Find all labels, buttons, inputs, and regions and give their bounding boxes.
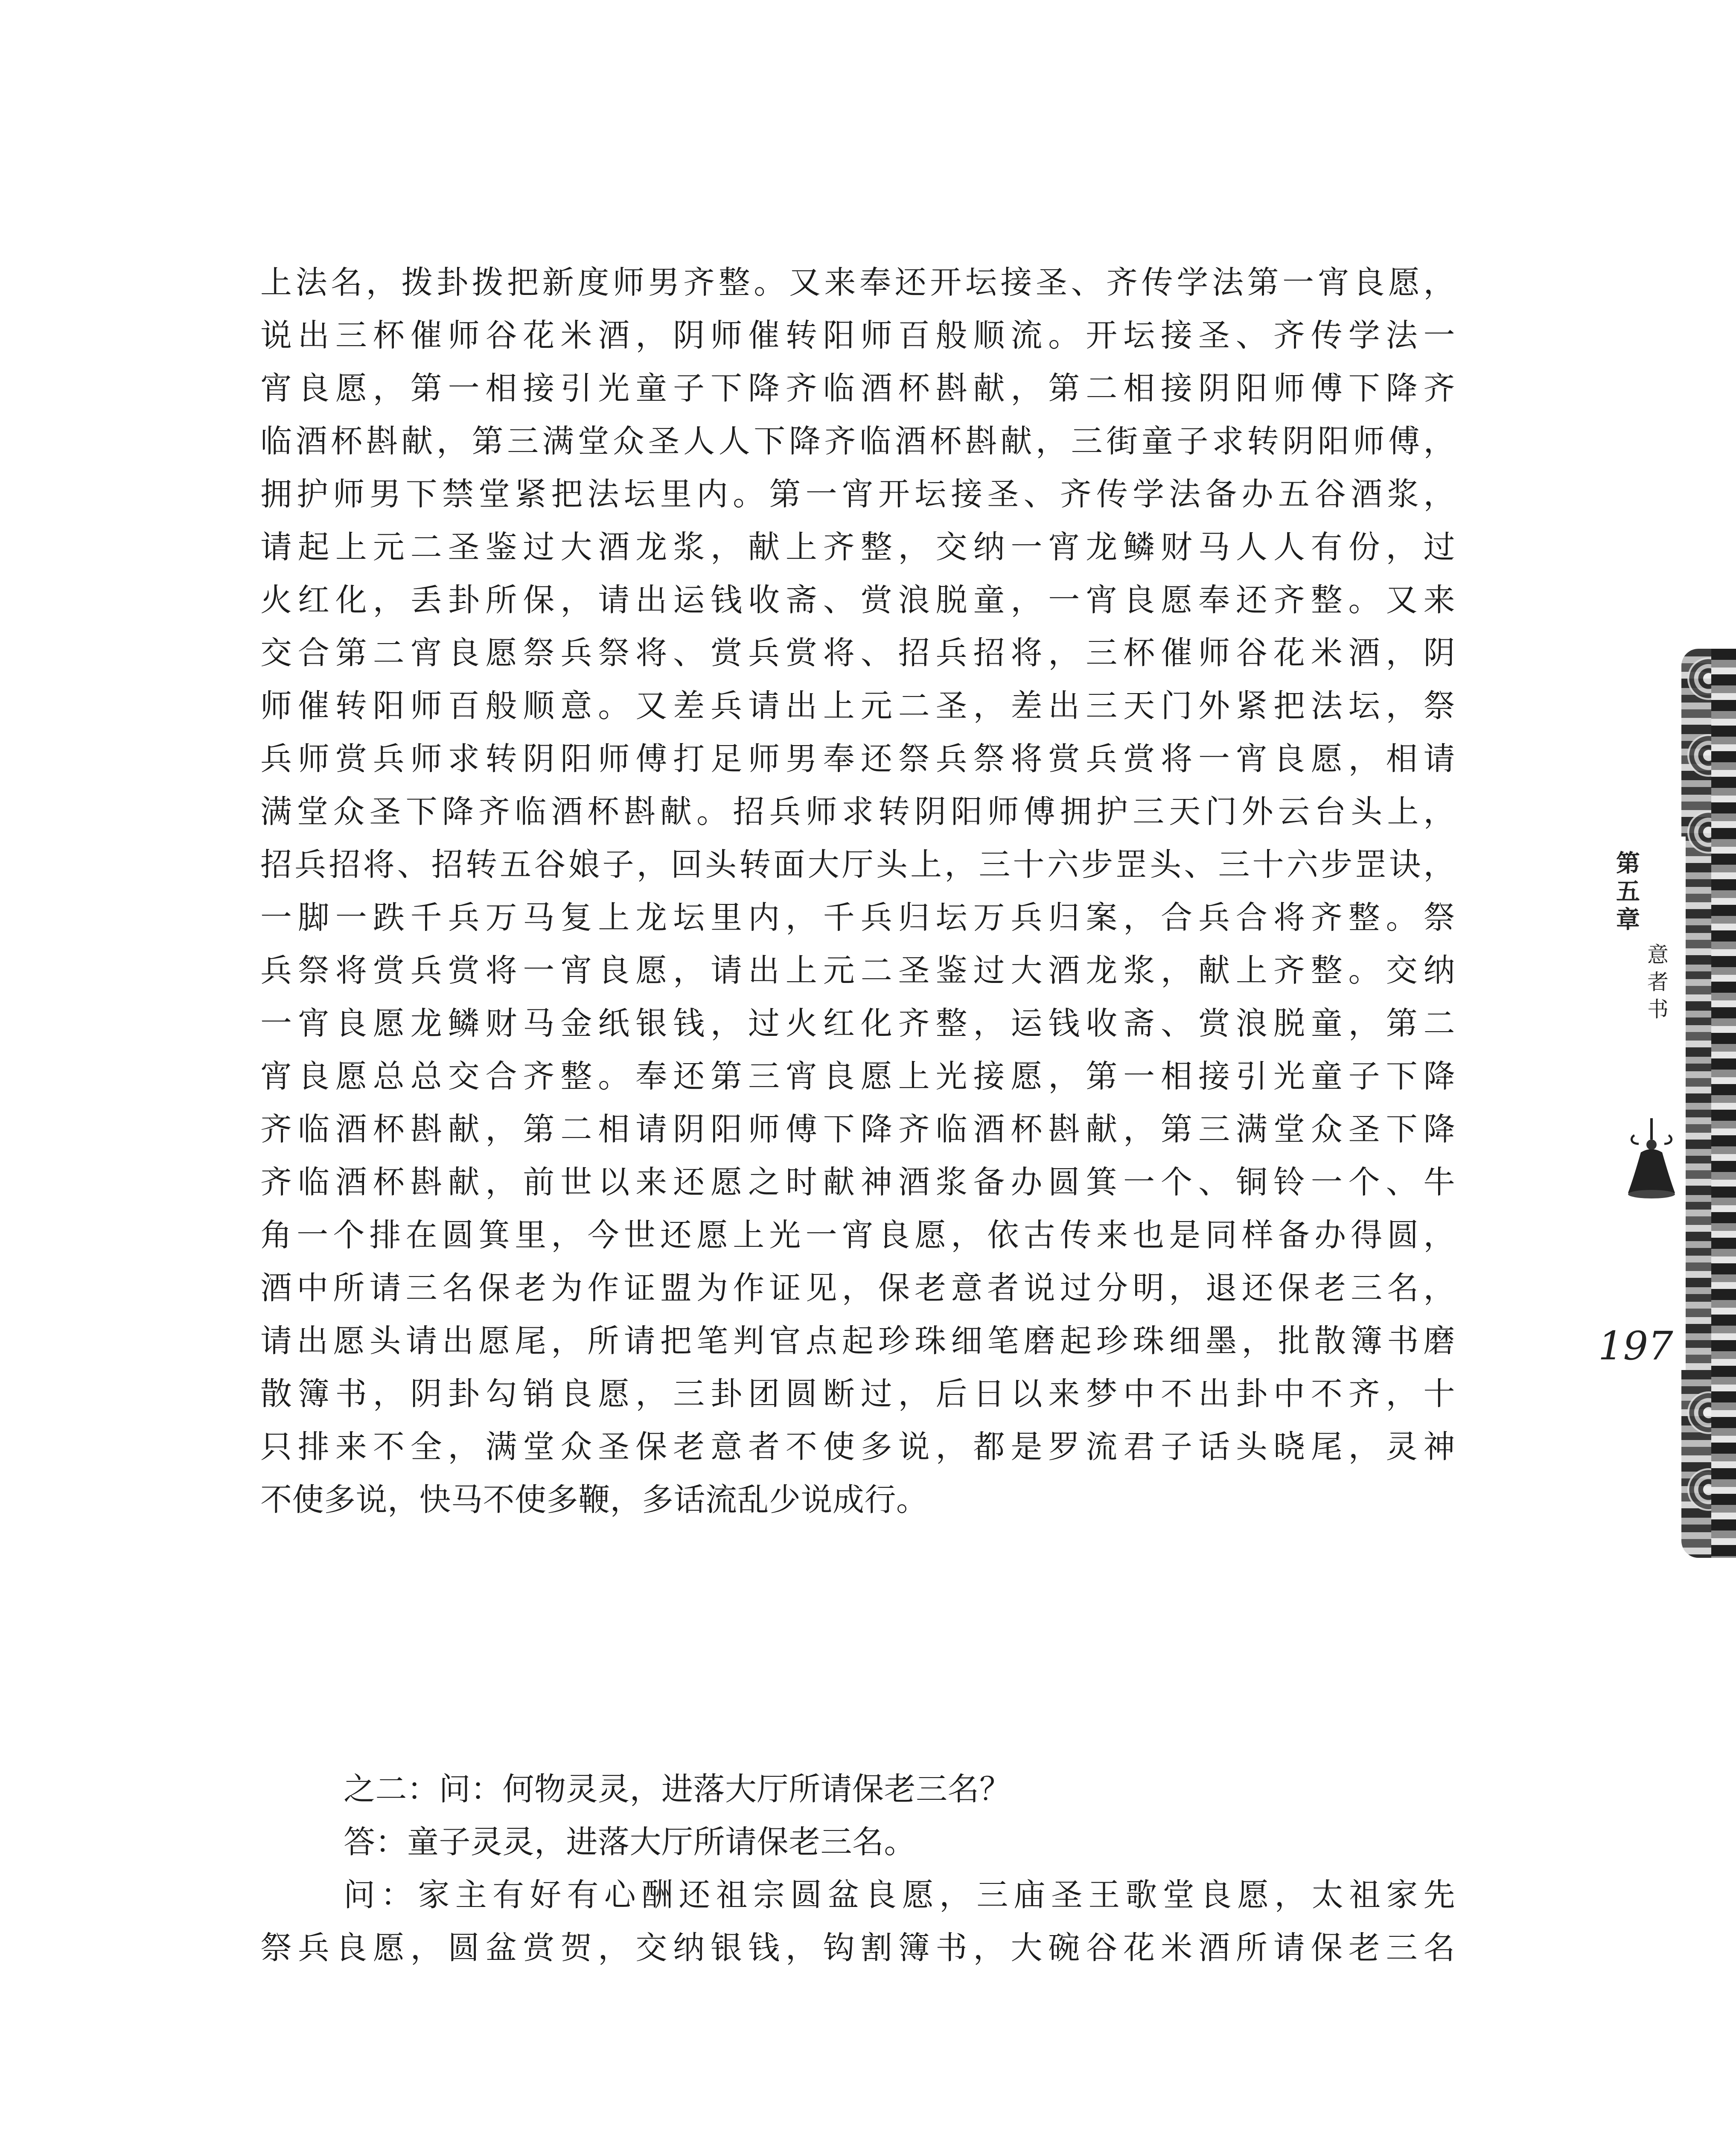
page-number: 197 [1598,1323,1673,1369]
chapter-label [1605,849,1652,934]
text-line: 交合第二宵良愿祭兵祭将、赏兵赏将、招兵招将，三杯催师谷花米酒，阴 [260,635,1455,671]
chapter-title-char: 者 [1647,970,1669,994]
text-line: 不使多说，快马不使多鞭，多话流乱少说成行。 [260,1481,928,1518]
text-line: 宵良愿总总交合齐整。奉还第三宵良愿上光接愿，第一相接引光童子下降 [260,1058,1455,1095]
text-line: 请起上元二圣鉴过大酒龙浆，献上齐整，交纳一宵龙鳞财马人人有份，过 [260,529,1455,566]
text-line: 火红化，丢卦所保，请出运钱收斋、赏浪脱童，一宵良愿奉还齐整。又来 [260,582,1455,618]
dialogue-block [260,1763,1455,1974]
chapter-char: 章 [1616,906,1640,934]
text-line: 师催转阳师百般顺意。又差兵请出上元二圣，差出三天门外紧把法坛，祭 [260,688,1455,724]
text-line: 角一个排在圆箕里，今世还愿上光一宵良愿，依古传来也是同样备办得圆， [260,1217,1455,1254]
chapter-char: 五 [1616,878,1640,906]
main-text-block [260,256,1455,1526]
text-line: 齐临酒杯斟献，前世以来还愿之时献神酒浆备办圆箕一个、铜铃一个、牛 [260,1164,1455,1201]
text-line: 酒中所请三名保老为作证盟为作证见，保老意者说过分明，退还保老三名， [260,1270,1455,1306]
decorative-edge-strip [1711,649,1736,1558]
text-line: 齐临酒杯斟献，第二相请阴阳师傅下降齐临酒杯斟献，第三满堂众圣下降 [260,1111,1455,1148]
bell-icon [1622,1118,1681,1204]
text-line: 一宵良愿龙鳞财马金纸银钱，过火红化齐整，运钱收斋、赏浪脱童，第二 [260,1005,1455,1042]
text-line: 上法名，拨卦拨把新度师男齐整。又来奉还开坛接圣、齐传学法第一宵良愿， [260,264,1455,301]
question-line: 问：家主有好有心酬还祖宗圆盆良愿，三庙圣王歌堂良愿，太祖家先 [344,1877,1455,1913]
text-line: 说出三杯催师谷花米酒，阴师催转阳师百般顺流。开坛接圣、齐传学法一 [260,317,1455,354]
chapter-title [1643,941,1673,1023]
text-line: 招兵招将、招转五谷娘子，回头转面大厅头上，三十六步罡头、三十六步罡诀， [260,846,1455,883]
text-line: 临酒杯斟献，第三满堂众圣人人下降齐临酒杯斟献，三街童子求转阴阳师傅， [260,423,1455,460]
text-line: 宵良愿，第一相接引光童子下降齐临酒杯斟献，第二相接阴阳师傅下降齐 [260,370,1455,407]
text-line: 散簿书，阴卦勾销良愿，三卦团圆断过，后日以来梦中不出卦中不齐，十 [260,1376,1455,1412]
question-line-continued: 祭兵良愿，圆盆赏贺，交纳银钱，钩割簿书，大碗谷花米酒所请保老三名 [260,1930,1455,1966]
chapter-char: 第 [1616,849,1640,878]
text-line: 只排来不全，满堂众圣保老意者不使多说，都是罗流君子话头晓尾，灵神 [260,1428,1455,1465]
chapter-title-char: 意 [1647,942,1669,967]
answer-line: 答：童子灵灵，进落大厅所请保老三名。 [344,1824,916,1860]
chapter-title-char: 书 [1647,997,1669,1022]
question-line: 之二：问：何物灵灵，进落大厅所请保老三名？ [344,1771,1011,1807]
text-line: 兵师赏兵师求转阴阳师傅打足师男奉还祭兵祭将赏兵赏将一宵良愿，相请 [260,740,1455,777]
text-line: 满堂众圣下降齐临酒杯斟献。招兵师求转阴阳师傅拥护三天门外云台头上， [260,793,1455,830]
text-line: 一脚一跌千兵万马复上龙坛里内，千兵归坛万兵归案，合兵合将齐整。祭 [260,899,1455,936]
text-line: 拥护师男下禁堂紧把法坛里内。第一宵开坛接圣、齐传学法备办五谷酒浆， [260,476,1455,513]
text-line: 请出愿头请出愿尾，所请把笔判官点起珍珠细笔磨起珍珠细墨，批散簿书磨 [260,1323,1455,1359]
text-line: 兵祭将赏兵赏将一宵良愿，请出上元二圣鉴过大酒龙浆，献上齐整。交纳 [260,952,1455,989]
